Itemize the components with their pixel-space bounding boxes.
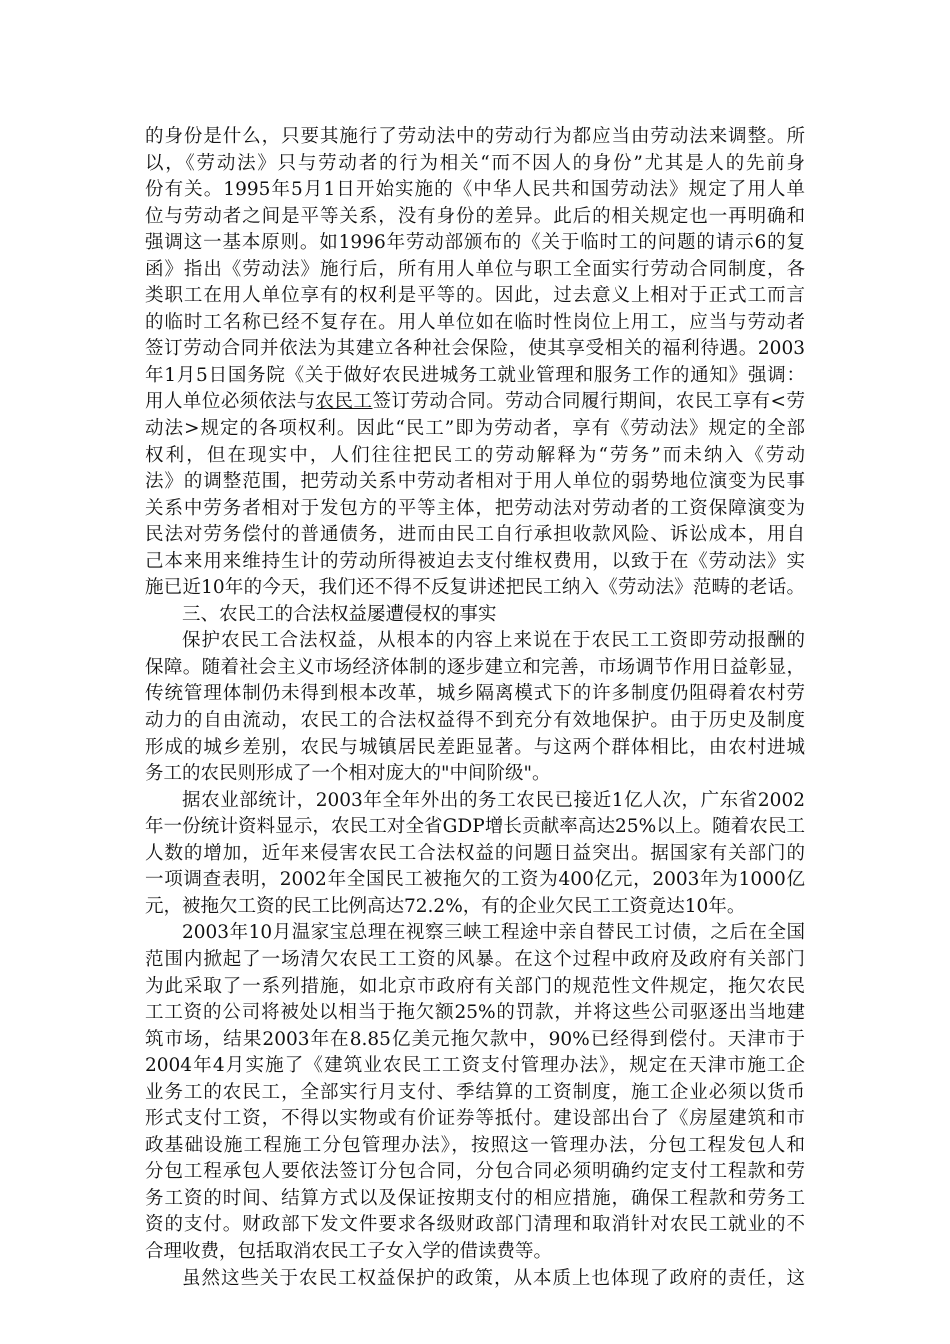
farmer-worker-link[interactable]: 农民工 <box>315 391 373 413</box>
text-line: 的身份是什么，只要其施行了劳动法中的劳动行为都应当由劳动法来调整。所 <box>145 126 805 147</box>
text-line: 动法>规定的各项权利。因此“民工”即为劳动者，享有《劳动法》规定的全部 <box>145 418 805 440</box>
text-line: 据农业部统计，2003年全年外出的务工农民已接近1亿人次，广东省2002 <box>182 789 805 811</box>
text-line: 以，《劳动法》只与劳动者的行为相关“而不因人的身份”尤其是人的先前身 <box>145 152 805 174</box>
text-segment: 用人单位必须依法与 <box>145 391 316 413</box>
text-line: 范围内掀起了一场清欠农民工工资的风暴。在这个过程中政府及政府有关部门 <box>145 948 805 970</box>
text-line: 位与劳动者之间是平等关系，没有身份的差异。此后的相关规定也一再明确和 <box>145 205 805 227</box>
text-line: 虽然这些关于农民工权益保护的政策，从本质上也体现了政府的责任，这 <box>182 1267 805 1289</box>
text-line: 年一份统计资料显示，农民工对全省GDP增长贡献率高达25%以上。随着农民工 <box>145 816 805 838</box>
text-line: 筑市场，结果2003年在8.85亿美元拖欠款中，90%已经得到偿付。天津市于 <box>145 1028 805 1050</box>
text-line: 函》指出《劳动法》施行后，所有用人单位与职工全面实行劳动合同制度，各 <box>145 258 805 280</box>
text-line: 施已近10年的今天，我们还不得不反复讲述把民工纳入《劳动法》范畴的老话。 <box>145 577 805 599</box>
text-line: 合理收费，包括取消农民工子女入学的借读费等。 <box>145 1240 553 1262</box>
text-line: 类职工在用人单位享有的权利是平等的。因此，过去意义上相对于正式工而言 <box>145 285 805 307</box>
text-line: 形式支付工资，不得以实物或有价证券等抵付。建设部出台了《房屋建筑和市 <box>145 1108 805 1130</box>
body-text <box>145 124 805 1292</box>
text-line: 传统管理体制仍未得到根本改革，城乡隔离模式下的许多制度仍阻碍着农村劳 <box>145 683 805 705</box>
text-line-with-link <box>145 389 805 416</box>
text-line: 形成的城乡差别，农民与城镇居民差距显著。与这两个群体相比，由农村进城 <box>145 736 805 758</box>
text-line: 2003年10月温家宝总理在视察三峡工程途中亲自替民工讨债，之后在全国 <box>182 922 805 944</box>
text-line: 业务工的农民工，全部实行月支付、季结算的工资制度，施工企业必须以货币 <box>145 1081 805 1103</box>
text-line: 2004年4月实施了《建筑业农民工工资支付管理办法》，规定在天津市施工企 <box>145 1055 805 1077</box>
text-line: 签订劳动合同并依法为其建立各种社会保险，使其享受相关的福利待遇。2003 <box>145 338 805 360</box>
text-line: 为此采取了一系列措施，如北京市政府有关部门的规范性文件规定，拖欠农民 <box>145 975 805 997</box>
text-line: 的临时工名称已经不复存在。用人单位如在临时性岗位上用工，应当与劳动者 <box>145 311 805 333</box>
text-line: 关系中劳务者相对于发包方的平等主体，把劳动法对劳动者的工资保障演变为 <box>145 497 805 519</box>
text-line: 保护农民工合法权益，从根本的内容上来说在于农民工工资即劳动报酬的 <box>182 630 805 652</box>
text-line: 保障。随着社会主义市场经济体制的逐步建立和完善，市场调节作用日益彰显， <box>145 656 805 678</box>
text-line: 动力的自由流动，农民工的合法权益得不到充分有效地保护。由于历史及制度 <box>145 710 805 732</box>
text-line: 法》的调整范围，把劳动关系中劳动者相对于用人单位的弱势地位演变为民事 <box>145 471 805 493</box>
text-line: 份有关。1995年5月1日开始实施的《中华人民共和国劳动法》规定了用人单 <box>145 179 805 201</box>
text-line: 权利，但在现实中，人们往往把民工的劳动解释为“劳务”而未纳入《劳动 <box>145 444 805 466</box>
text-line: 务工资的时间、结算方式以及保证按期支付的相应措施，确保工程款和劳务工 <box>145 1187 805 1209</box>
text-line: 年1月5日国务院《关于做好农民进城务工就业管理和服务工作的通知》强调： <box>145 364 805 386</box>
text-line: 工工资的公司将被处以相当于拖欠额25%的罚款，并将这些公司驱逐出当地建 <box>145 1002 805 1024</box>
text-line: 资的支付。财政部下发文件要求各级财政部门清理和取消针对农民工就业的不 <box>145 1214 805 1236</box>
text-line: 人数的增加，近年来侵害农民工合法权益的问题日益突出。据国家有关部门的 <box>145 842 805 864</box>
text-line: 强调这一基本原则。如1996年劳动部颁布的《关于临时工的问题的请示6的复 <box>145 232 805 254</box>
text-line: 政基础设施工程施工分包管理办法》，按照这一管理办法，分包工程发包人和 <box>145 1134 805 1156</box>
text-line: 一项调查表明，2002年全国民工被拖欠的工资为400亿元，2003年为1000亿 <box>145 869 805 891</box>
text-line: 民法对劳务偿付的普通债务，进而由民工自行承担收款风险、诉讼成本，用自 <box>145 524 805 546</box>
text-line: 己本来用来维持生计的劳动所得被迫去支付维权费用，以致于在《劳动法》实 <box>145 550 805 572</box>
text-line: 务工的农民则形成了一个相对庞大的"中间阶级"。 <box>145 763 551 785</box>
text-line: 元，被拖欠工资的民工比例高达72.2%，有的企业欠民工工资竟达10年。 <box>145 895 746 917</box>
text-line: 分包工程承包人要依法签订分包合同，分包合同必须明确约定支付工程款和劳 <box>145 1161 805 1183</box>
section-heading: 三、农民工的合法权益屡遭侵权的事实 <box>182 603 497 625</box>
text-segment: 签订劳动合同。劳动合同履行期间，农民工享有<劳 <box>372 391 805 413</box>
